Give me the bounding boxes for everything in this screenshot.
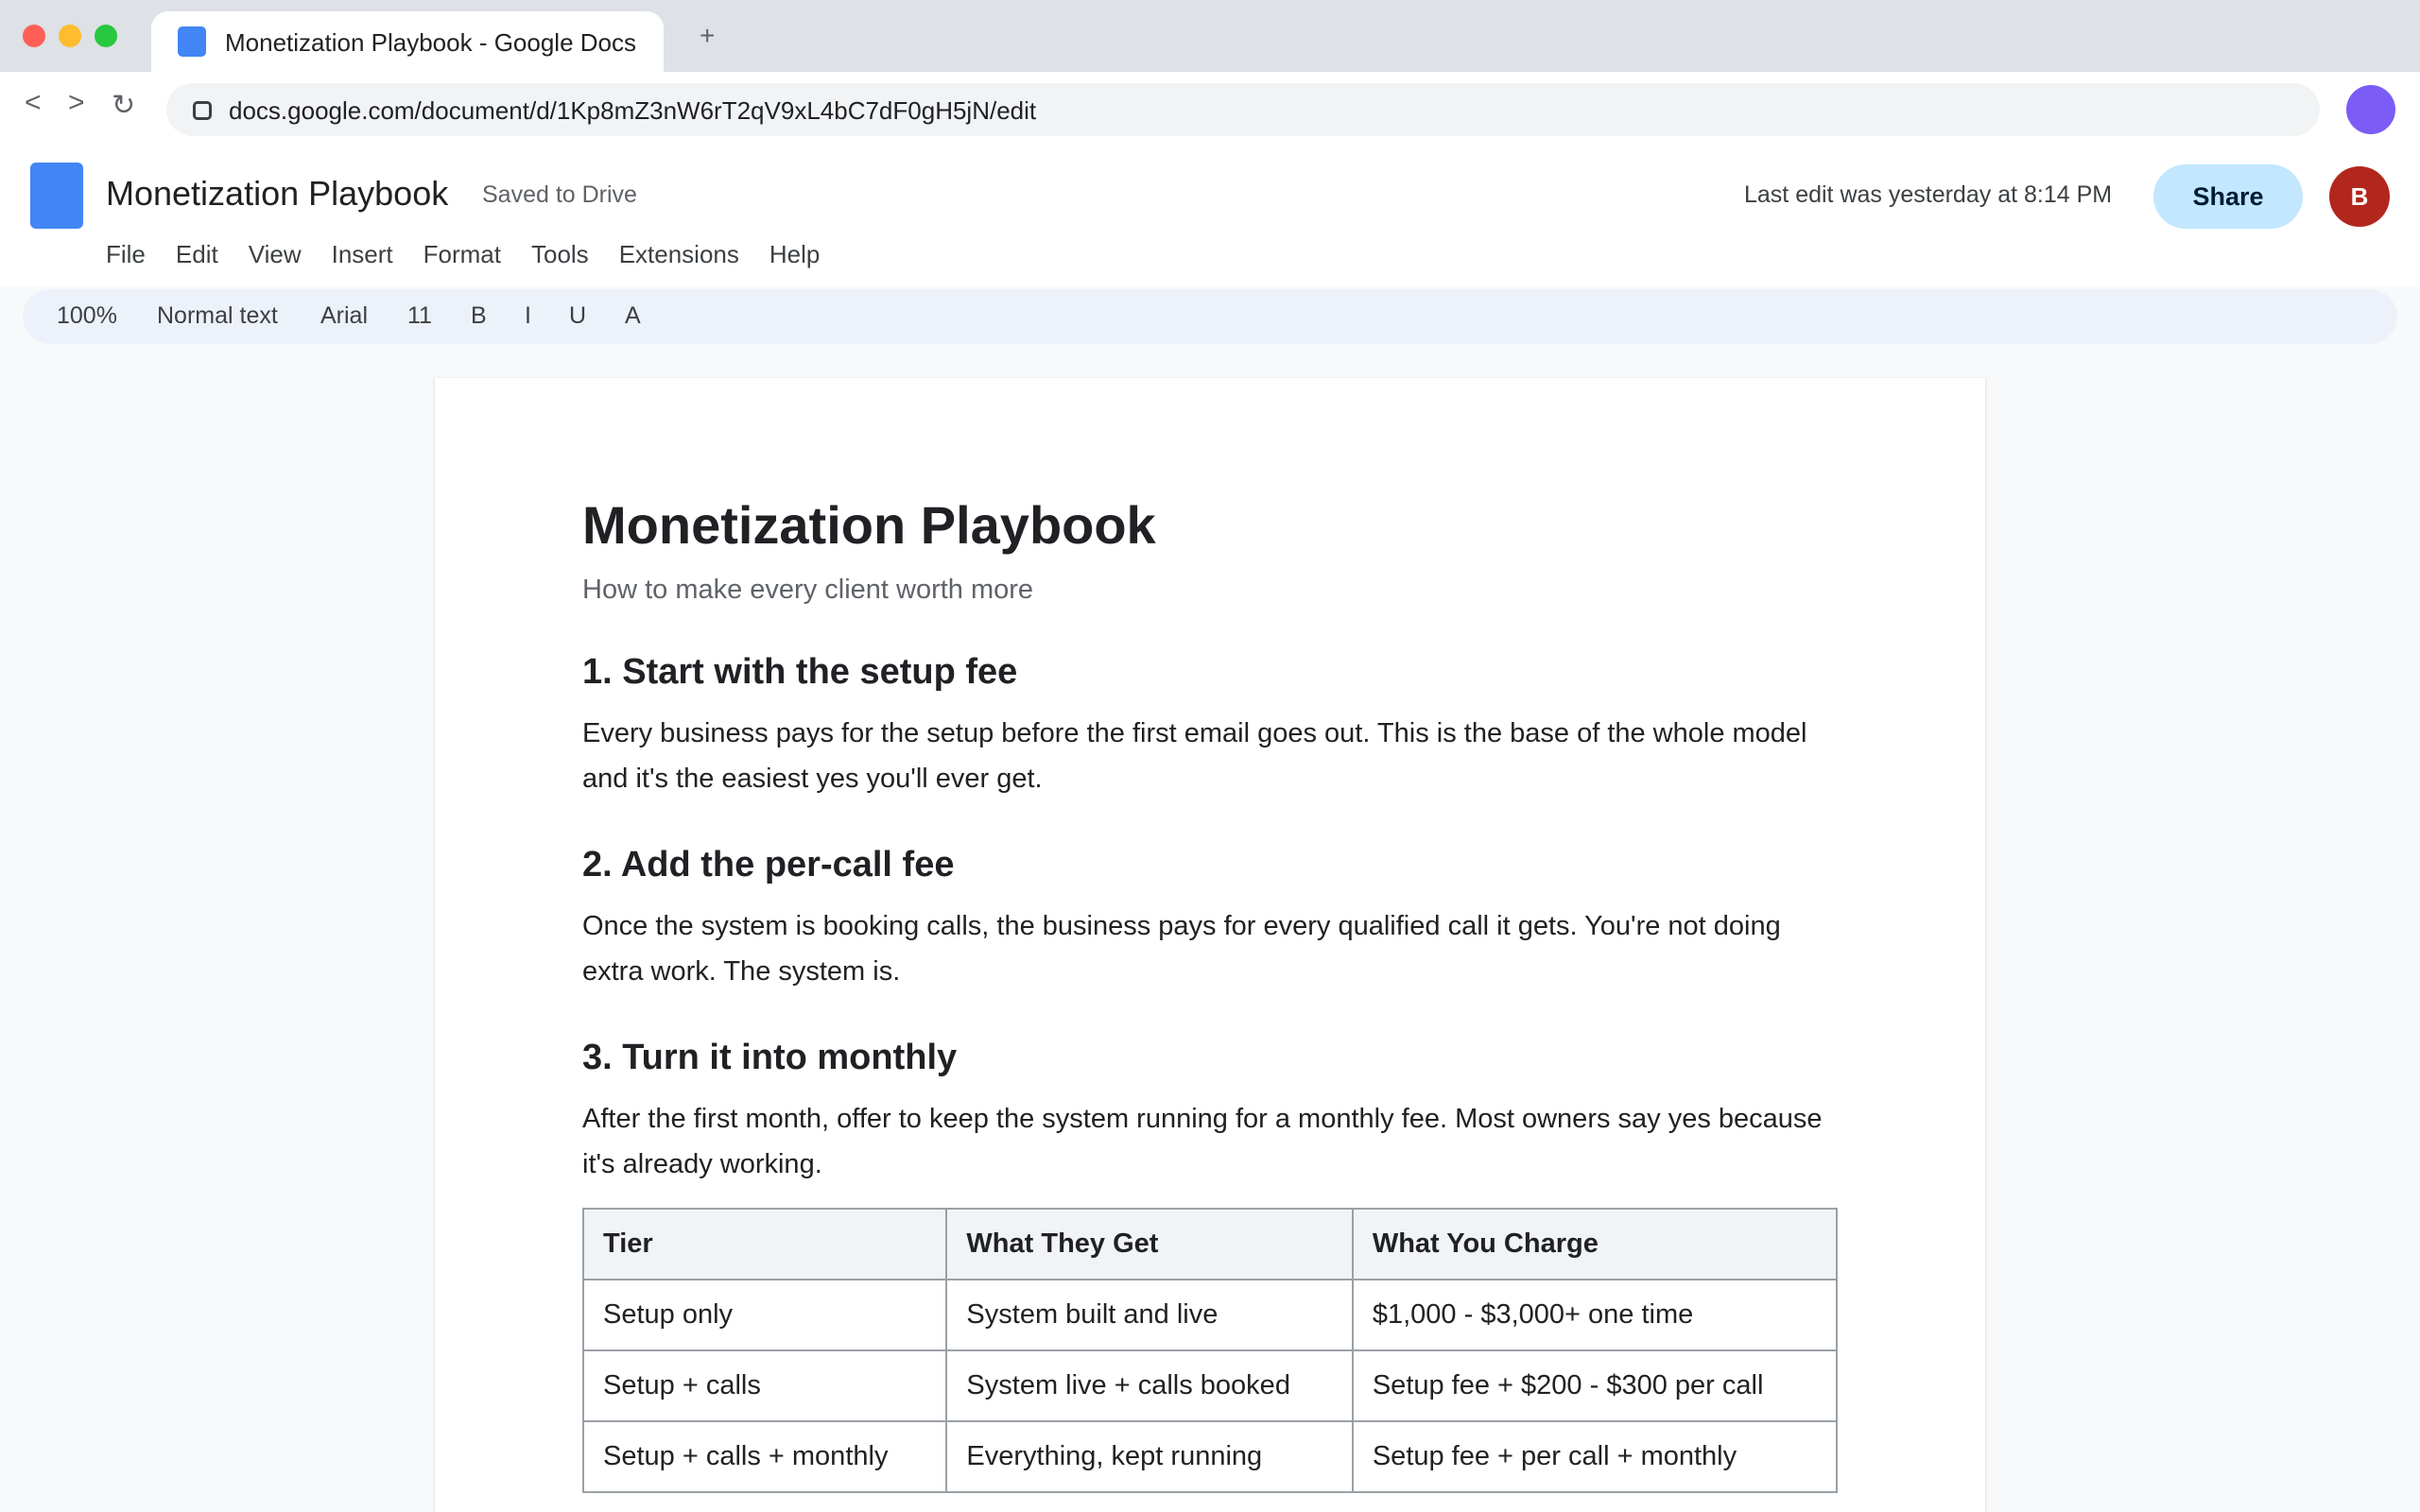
- tab-title: Monetization Playbook - Google Docs: [225, 28, 637, 57]
- last-edit-link[interactable]: Last edit was yesterday at 8:14 PM: [1744, 181, 2113, 208]
- underline-button[interactable]: U: [569, 302, 587, 329]
- table-row: [583, 1350, 1837, 1421]
- table-header-row: [583, 1209, 1837, 1280]
- close-window-button[interactable]: [23, 25, 45, 47]
- bold-button[interactable]: B: [471, 302, 487, 329]
- reload-button[interactable]: ↻: [112, 90, 136, 121]
- table-cell: $1,000 - $3,000+ one time: [1353, 1280, 1837, 1350]
- font-family-select[interactable]: Arial: [320, 302, 369, 329]
- tab-strip: [0, 0, 2420, 72]
- table-cell: Setup + calls + monthly: [583, 1421, 946, 1492]
- document-body[interactable]: [582, 493, 1840, 1493]
- section-paragraph: Once the system is booking calls, the business pays for every qualified call it gets. You're not doing extra work. The system is.: [582, 911, 1781, 987]
- account-avatar[interactable]: B: [2329, 166, 2390, 227]
- minimize-window-button[interactable]: [59, 25, 81, 47]
- url-field[interactable]: [166, 83, 2320, 136]
- table-row: [583, 1280, 1837, 1350]
- menu-file[interactable]: File: [106, 240, 146, 268]
- menu-edit[interactable]: Edit: [175, 240, 218, 268]
- share-button[interactable]: Share: [2153, 164, 2303, 229]
- table-header-cell: What They Get: [946, 1209, 1352, 1280]
- table-cell: Everything, kept running: [946, 1421, 1352, 1492]
- url-text: docs.google.com/document/d/1Kp8mZ3nW6rT2qV9xL4bC7dF0gH5jN/edit: [229, 96, 1037, 125]
- paragraph-style-select[interactable]: Normal text: [157, 302, 278, 329]
- docs-header: [0, 149, 2420, 287]
- table-header-cell: Tier: [583, 1209, 946, 1280]
- section-heading: 2. Add the per-call fee: [582, 845, 955, 885]
- table-header-cell: What You Charge: [1353, 1209, 1837, 1280]
- site-info-icon[interactable]: [193, 101, 212, 120]
- menu-view[interactable]: View: [248, 240, 302, 268]
- zoom-select[interactable]: 100%: [57, 302, 117, 329]
- maximize-window-button[interactable]: [95, 25, 117, 47]
- menu-tools[interactable]: Tools: [530, 240, 589, 268]
- section-heading: 3. Turn it into monthly: [582, 1038, 958, 1077]
- browser-tab[interactable]: [151, 11, 664, 72]
- table-cell: Setup fee + $200 - $300 per call: [1353, 1350, 1837, 1421]
- font-size-select[interactable]: 11: [407, 302, 432, 329]
- menu-bar: [106, 240, 850, 278]
- table-cell: System built and live: [946, 1280, 1352, 1350]
- menu-insert[interactable]: Insert: [331, 240, 393, 268]
- address-bar: [0, 72, 2420, 149]
- formatting-toolbar: [23, 289, 2397, 344]
- document-page[interactable]: [435, 378, 1985, 1512]
- doc-heading-title: Monetization Playbook: [582, 495, 1156, 555]
- section-heading: 1. Start with the setup fee: [582, 652, 1018, 692]
- section-paragraph: After the first month, offer to keep the system running for a monthly fee. Most owners say yes because it's already working.: [582, 1104, 1823, 1179]
- docs-logo-icon[interactable]: [30, 163, 83, 229]
- doc-subtitle: How to make every client worth more: [582, 575, 1034, 605]
- docs-favicon-icon: [178, 26, 206, 57]
- back-button[interactable]: <: [25, 87, 42, 118]
- section-paragraph: Every business pays for the setup before the first email goes out. This is the base of the whole model and it's the easiest yes you'll ever get.: [582, 718, 1807, 794]
- italic-button[interactable]: I: [525, 302, 531, 329]
- forward-button[interactable]: >: [68, 87, 85, 118]
- table-cell: Setup only: [583, 1280, 946, 1350]
- browser-profile-avatar[interactable]: [2346, 85, 2395, 134]
- document-title[interactable]: Monetization Playbook: [106, 174, 449, 213]
- table-cell: Setup fee + per call + monthly: [1353, 1421, 1837, 1492]
- table-cell: Setup + calls: [583, 1350, 946, 1421]
- saved-status: Saved to Drive: [482, 181, 637, 208]
- menu-extensions[interactable]: Extensions: [618, 240, 739, 268]
- pricing-tiers-table: [582, 1208, 1838, 1493]
- menu-format[interactable]: Format: [423, 240, 501, 268]
- menu-help[interactable]: Help: [769, 240, 821, 268]
- table-row: [583, 1421, 1837, 1492]
- table-cell: System live + calls booked: [946, 1350, 1352, 1421]
- text-color-button[interactable]: A: [625, 302, 641, 329]
- new-tab-button[interactable]: +: [700, 21, 716, 50]
